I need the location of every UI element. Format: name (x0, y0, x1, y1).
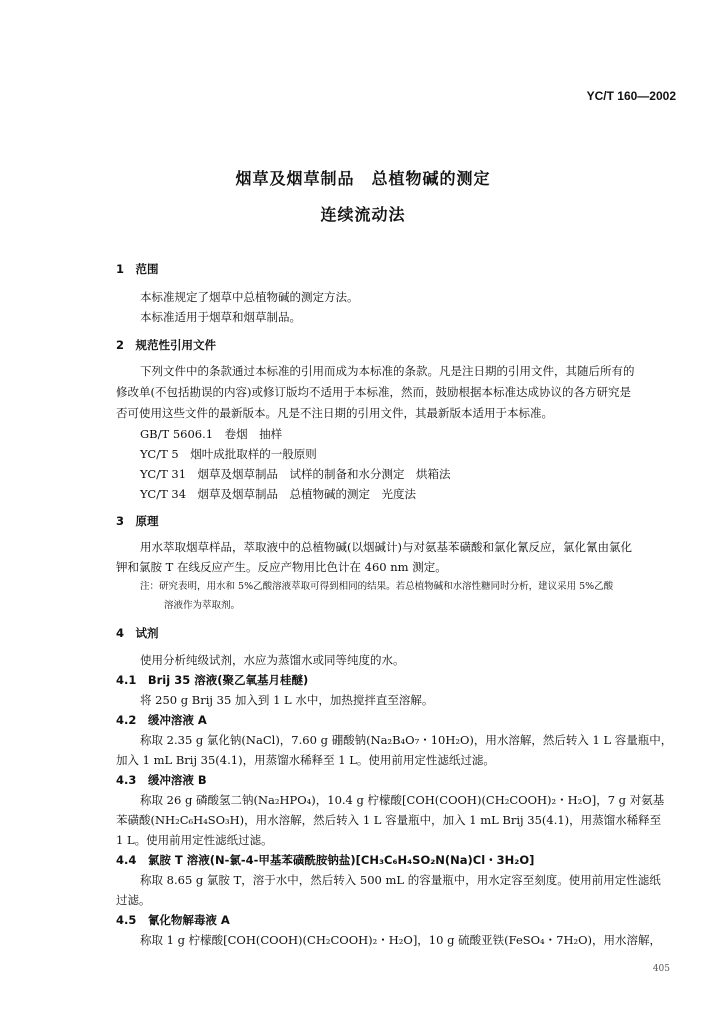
paragraph-line: 称取 26 g 磷酸氢二钠(Na₂HPO₄)，10.4 g 柠檬酸[COH(COOH)(CH₂COOH)₂・H₂O]，7 g 对氨基 (140, 793, 665, 807)
paragraph-line: 修改单(不包括勘误的内容)或修订版均不适用于本标准，然而，鼓励根据本标准达成协议的各方研究是 (116, 385, 631, 399)
paragraph-line: 使用分析纯级试剂，水应为蒸馏水或同等纯度的水。 (140, 653, 405, 667)
reference-item: YC/T 34 烟草及烟草制品 总植物碱的测定 光度法 (140, 487, 417, 501)
section-heading-4: 4 试剂 (116, 626, 159, 640)
section-heading-1: 1 范围 (116, 262, 159, 276)
paragraph-line: 称取 2.35 g 氯化钠(NaCl)，7.60 g 硼酸钠(Na₂B₄O₇・10H₂O)，用水溶解，然后转入 1 L 容量瓶中， (140, 733, 673, 747)
note-line: 注：研究表明，用水和 5%乙酸溶液萃取可得到相同的结果。若总植物碱和水溶性糖同时分析，建议采用 5%乙酸 (140, 581, 614, 592)
subsection-heading: 4.3 缓冲溶液 B (116, 773, 207, 787)
paragraph-line: 下列文件中的条款通过本标准的引用而成为本标准的条款。凡是注日期的引用文件，其随后所有的 (140, 364, 635, 378)
paragraph-line: 将 250 g Brij 35 加入到 1 L 水中，加热搅拌直至溶解。 (140, 693, 434, 707)
reference-item: YC/T 31 烟草及烟草制品 试样的制备和水分测定 烘箱法 (140, 467, 451, 481)
reference-item: YC/T 5 烟叶成批取样的一般原则 (140, 447, 317, 461)
paragraph-line: 本标准适用于烟草和烟草制品。 (140, 310, 301, 324)
standard-code: YC/T 160—2002 (586, 89, 676, 103)
note-line: 溶液作为萃取剂。 (164, 600, 241, 611)
reference-item: GB/T 5606.1 卷烟 抽样 (140, 427, 283, 441)
subsection-heading: 4.2 缓冲溶液 A (116, 713, 207, 727)
paragraph-line: 1 L。使用前用定性滤纸过滤。 (116, 833, 273, 847)
subsection-heading: 4.1 Brij 35 溶液(聚乙氧基月桂醚) (116, 673, 309, 687)
page-number: 405 (652, 964, 670, 974)
section-heading-3: 3 原理 (116, 514, 159, 528)
subsection-heading: 4.5 氰化物解毒液 A (116, 913, 230, 927)
paragraph-line: 否可使用这些文件的最新版本。凡是不注日期的引用文件，其最新版本适用于本标准。 (116, 406, 553, 420)
paragraph-line: 钾和氯胺 T 在线反应产生。反应产物用比色计在 460 nm 测定。 (116, 560, 447, 574)
paragraph-line: 称取 8.65 g 氯胺 T，溶于水中，然后转入 500 mL 的容量瓶中，用水定容至刻度。使用前用定性滤纸 (140, 873, 661, 887)
document-subtitle: 连续流动法 (320, 205, 406, 224)
subsection-heading: 4.4 氯胺 T 溶液(N-氯-4-甲基苯磺酰胺钠盐)[CH₃C₆H₄SO₂N(Na)Cl・3H₂O] (116, 853, 535, 867)
section-heading-2: 2 规范性引用文件 (116, 338, 217, 352)
document-title: 烟草及烟草制品 总植物碱的测定 (235, 169, 491, 188)
paragraph-line: 苯磺酸(NH₂C₆H₄SO₃H)，用水溶解，然后转入 1 L 容量瓶中，加入 1 mL Brij 35(4.1)，用蒸馏水稀释至 (116, 813, 662, 827)
paragraph-line: 过滤。 (116, 893, 151, 907)
paragraph-line: 用水萃取烟草样品，萃取液中的总植物碱(以烟碱计)与对氨基苯磺酸和氯化氰反应，氯化氰由氯化 (140, 540, 632, 554)
paragraph-line: 称取 1 g 柠檬酸[COH(COOH)(CH₂COOH)₂・H₂O]，10 g 硫酸亚铁(FeSO₄・7H₂O)，用水溶解， (140, 933, 662, 947)
paragraph-line: 本标准规定了烟草中总植物碱的测定方法。 (140, 290, 359, 304)
paragraph-line: 加入 1 mL Brij 35(4.1)，用蒸馏水稀释至 1 L。使用前用定性滤纸过滤。 (116, 753, 495, 767)
